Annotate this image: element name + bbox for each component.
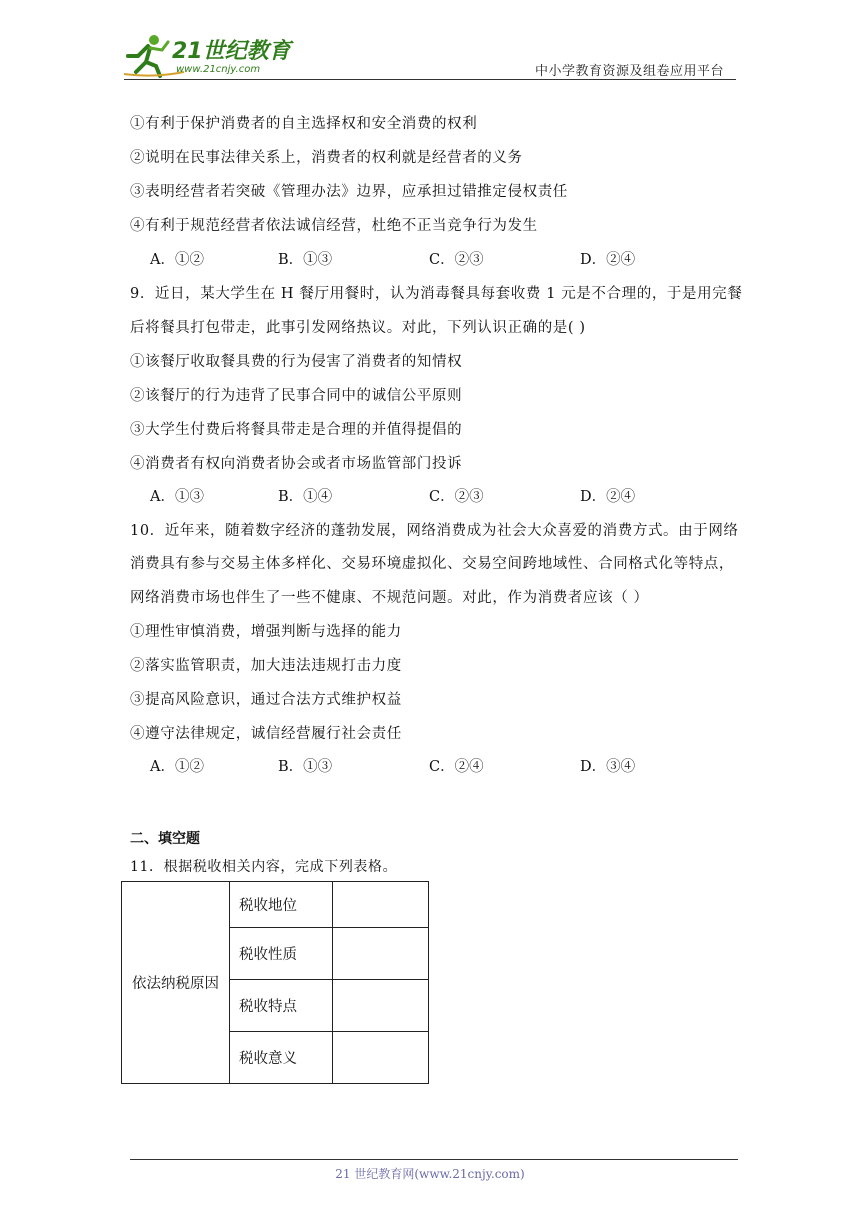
q10-option-c[interactable]: C．②④	[429, 759, 484, 775]
q9-statement-4: ④消费者有权向消费者协会或者市场监管部门投诉	[130, 456, 463, 472]
table-row-label: 税收意义	[230, 1032, 333, 1084]
answer-cell[interactable]	[333, 980, 429, 1032]
q10-statement-3: ③提高风险意识，通过合法方式维护权益	[130, 692, 402, 708]
q9-option-d[interactable]: D．②④	[580, 489, 636, 505]
q9-option-a[interactable]: A．①③	[150, 489, 204, 505]
footer-divider	[130, 1159, 738, 1160]
answer-cell[interactable]	[333, 882, 429, 928]
q10-statement-1: ①理性审慎消费，增强判断与选择的能力	[130, 624, 402, 640]
q10-stem-line-3: 网络消费市场也伴生了一些不健康、不规范问题。对此，作为消费者应该（ ）	[130, 590, 649, 606]
answer-cell[interactable]	[333, 1032, 429, 1084]
q9-statement-3: ③大学生付费后将餐具带走是合理的并值得提倡的	[130, 422, 463, 438]
header-divider	[124, 79, 736, 80]
tax-table	[121, 881, 429, 1084]
q10-option-d[interactable]: D．③④	[580, 759, 636, 775]
q9-stem-line-1: 9．近日，某大学生在 H 餐厅用餐时，认为消毒餐具每套收费 1 元是不合理的，于是用完餐	[130, 286, 743, 302]
header-tagline: 中小学教育资源及组卷应用平台	[534, 64, 724, 79]
q8-option-a[interactable]: A．①②	[150, 252, 204, 268]
q10-statement-4: ④遵守法律规定，诚信经营履行社会责任	[130, 726, 402, 742]
section-title: 二、填空题	[130, 831, 200, 847]
q10-option-a[interactable]: A．①②	[150, 759, 204, 775]
q9-option-b[interactable]: B．①④	[278, 489, 333, 505]
logo-text: 21世纪教育	[172, 39, 291, 64]
footer-text: 21 世纪教育网(www.21cnjy.com)	[335, 1167, 525, 1181]
table-row-label: 税收性质	[230, 928, 333, 980]
q10-stem-line-1: 10．近年来，随着数字经济的蓬勃发展，网络消费成为社会大众喜爱的消费方式。由于网络	[130, 523, 739, 539]
q9-statement-2: ②该餐厅的行为违背了民事合同中的诚信公平原则	[130, 388, 463, 404]
q8-statement-3: ③表明经营者若突破《管理办法》边界，应承担过错推定侵权责任	[130, 184, 568, 200]
q11-stem: 11．根据税收相关内容，完成下列表格。	[130, 859, 398, 875]
site-logo	[124, 34, 294, 80]
q8-statement-1: ①有利于保护消费者的自主选择权和安全消费的权利	[130, 116, 478, 132]
table-row-label: 税收特点	[230, 980, 333, 1032]
q9-option-c[interactable]: C．②③	[429, 489, 484, 505]
table-row	[122, 882, 429, 928]
q8-statement-2: ②说明在民事法律关系上，消费者的权利就是经营者的义务	[130, 150, 523, 166]
q8-option-b[interactable]: B．①③	[278, 252, 333, 268]
table-row-label: 税收地位	[230, 882, 333, 928]
q8-statement-4: ④有利于规范经营者依法诚信经营，杜绝不正当竞争行为发生	[130, 218, 538, 234]
q9-stem-line-2: 后将餐具打包带走，此事引发网络热议。对此，下列认识正确的是( )	[130, 320, 586, 336]
logo-url: www.21cnjy.com	[176, 64, 261, 75]
q8-option-c[interactable]: C．②③	[429, 252, 484, 268]
answer-cell[interactable]	[333, 928, 429, 980]
q10-option-b[interactable]: B．①③	[278, 759, 333, 775]
q9-statement-1: ①该餐厅收取餐具费的行为侵害了消费者的知情权	[130, 354, 463, 370]
q10-statement-2: ②落实监管职责，加大违法违规打击力度	[130, 658, 402, 674]
q8-option-d[interactable]: D．②④	[580, 252, 636, 268]
table-row-header: 依法纳税原因	[122, 882, 230, 1084]
q10-stem-line-2: 消费具有参与交易主体多样化、交易环境虚拟化、交易空间跨地域性、合同格式化等特点，	[130, 556, 734, 572]
